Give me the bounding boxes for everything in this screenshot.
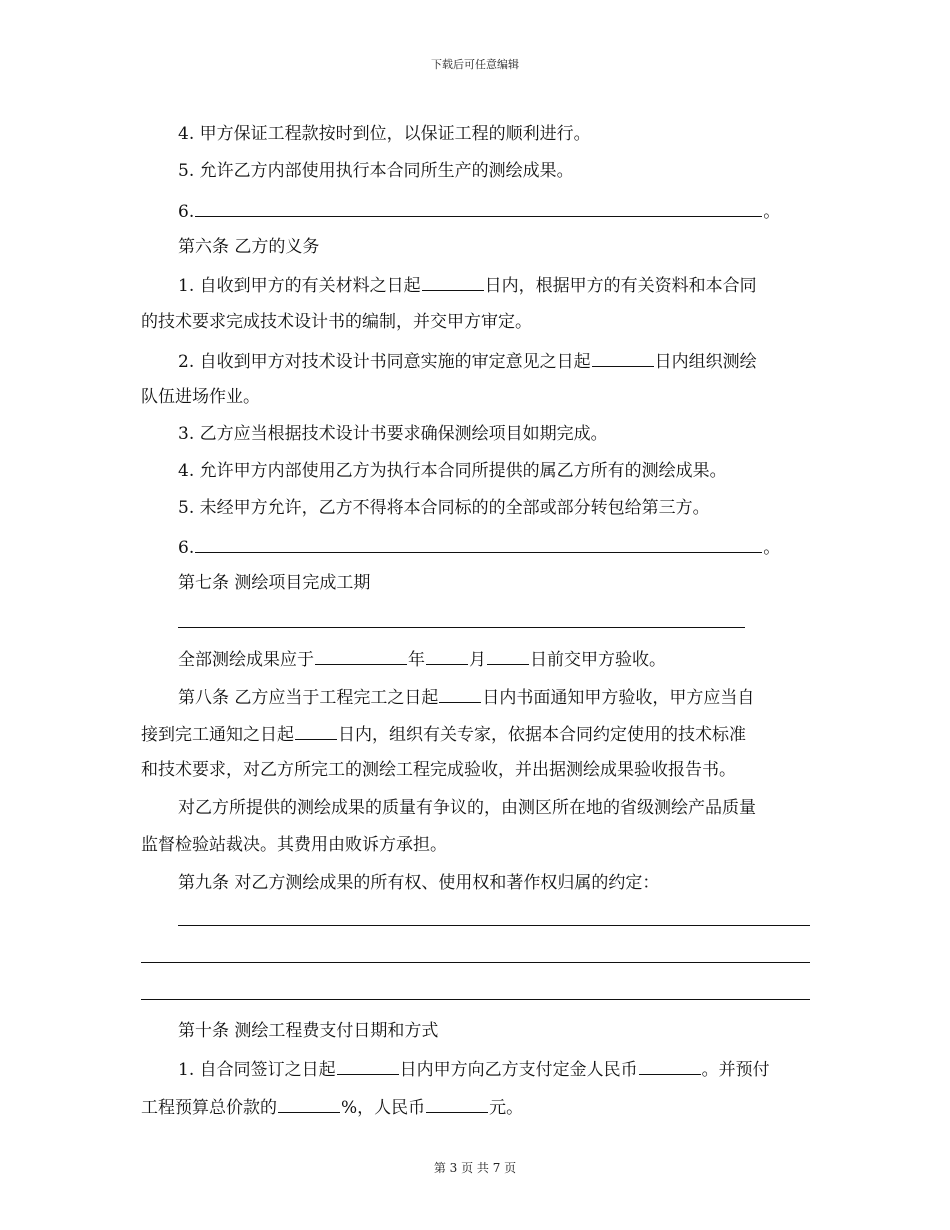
- article-7-title: 第七条 测绘项目完成工期: [178, 573, 371, 593]
- article-9-title: 第九条 对乙方测绘成果的所有权、使用权和著作权归属的约定：: [178, 873, 660, 893]
- clause-6-item-2-cont: 队伍进场作业。: [141, 387, 260, 407]
- fill-blank: [422, 272, 484, 291]
- clause-6-item-6: 6. 。: [178, 534, 780, 560]
- article-8-line-1: 第八条 乙方应当于工程完工之日起 日内书面通知甲方验收，甲方应当自: [178, 684, 754, 710]
- clause-7-deadline: 全部测绘成果应于 年 月 日前交甲方验收。: [178, 646, 666, 672]
- fill-blank: [592, 348, 654, 367]
- article-10-title: 第十条 测绘工程费支付日期和方式: [178, 1021, 439, 1041]
- clause-5-item-6: 6. 。: [178, 198, 780, 224]
- page-header: 下载后可任意编辑: [431, 58, 519, 71]
- article-8-line-2: 接到完工通知之日起 日内，组织有关专家，依据本合同约定使用的技术标准: [141, 721, 746, 747]
- clause-10-item-1-cont: 工程预算总价款的 %，人民币 元。: [141, 1094, 523, 1120]
- article-8-line-3: 和技术要求，对乙方所完工的测绘工程完成验收，并出据测绘成果验收报告书。: [141, 760, 736, 780]
- clause-5-item-4: 4. 甲方保证工程款按时到位，以保证工程的顺利进行。: [178, 124, 591, 144]
- article-8-dispute-2: 监督检验站裁决。其费用由败诉方承担。: [141, 835, 447, 855]
- fill-blank: [487, 646, 529, 665]
- clause-10-item-1: 1. 自合同签订之日起 日内甲方向乙方支付定金人民币 。并预付: [178, 1056, 770, 1082]
- article-6-title: 第六条 乙方的义务: [178, 237, 320, 257]
- fill-blank: [337, 1056, 399, 1075]
- fill-blank: [195, 534, 762, 553]
- fill-blank: [195, 198, 762, 217]
- clause-6-item-3: 3. 乙方应当根据技术设计书要求确保测绘项目如期完成。: [178, 424, 608, 444]
- clause-6-item-4: 4. 允许甲方内部使用乙方为执行本合同所提供的属乙方所有的测绘成果。: [178, 461, 727, 481]
- fill-line: [178, 925, 810, 926]
- fill-blank: [295, 721, 337, 740]
- clause-5-item-5: 5. 允许乙方内部使用执行本合同所生产的测绘成果。: [178, 161, 574, 181]
- fill-blank: [426, 1094, 488, 1113]
- fill-blank: [278, 1094, 340, 1113]
- fill-blank: [315, 646, 407, 665]
- clause-6-item-1: 1. 自收到甲方的有关材料之日起 日内，根据甲方的有关资料和本合同: [178, 272, 757, 298]
- article-8-dispute-1: 对乙方所提供的测绘成果的质量有争议的，由测区所在地的省级测绘产品质量: [178, 798, 756, 818]
- fill-line: [178, 627, 745, 628]
- fill-blank: [639, 1056, 701, 1075]
- fill-line: [141, 962, 810, 963]
- clause-6-item-5: 5. 未经甲方允许，乙方不得将本合同标的的全部或部分转包给第三方。: [178, 498, 710, 518]
- fill-blank: [426, 646, 468, 665]
- clause-6-item-1-cont: 的技术要求完成技术设计书的编制，并交甲方审定。: [141, 312, 532, 332]
- clause-6-item-2: 2. 自收到甲方对技术设计书同意实施的审定意见之日起 日内组织测绘: [178, 348, 757, 374]
- page-footer: 第 3 页 共 7 页: [433, 1161, 517, 1175]
- fill-line: [141, 999, 810, 1000]
- fill-blank: [439, 684, 481, 703]
